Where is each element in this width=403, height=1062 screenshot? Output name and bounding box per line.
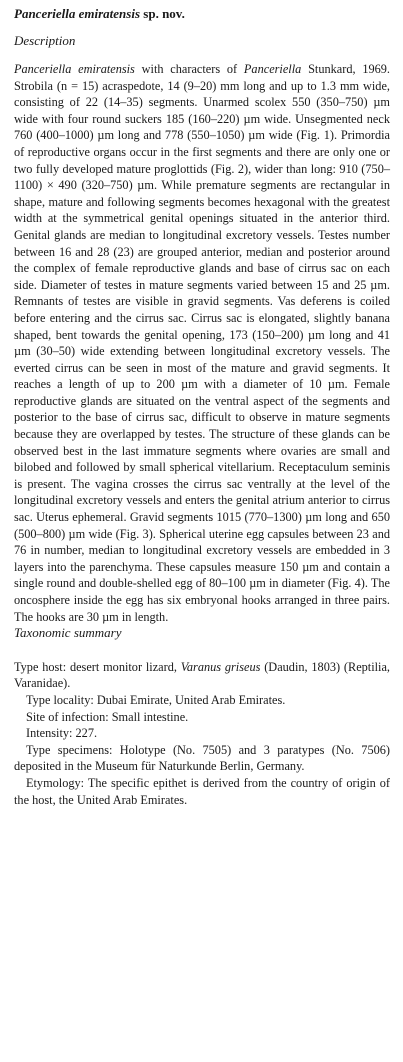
description-paragraph [14,61,390,625]
taxonomic-summary [14,659,390,808]
description-genus-italic: Panceriella emiratensis [14,62,135,76]
description-part1: with characters of [134,62,244,76]
type-specimens: Type specimens: Holotype (No. 7505) and 3 paratypes (No. 7506) deposited in the Museum für Naturkunde Berlin, Germany. [14,742,390,774]
description-body: Stunkard, 1969. Strobila (n = 15) acraspedote, 14 (9–20) mm long and up to 1.3 mm wide, consisting of 22 (14–35) segments. Unarmed scolex 550 (350–750) µm wide with four round suckers 185 (160–220) µm wide. Unsegmented neck 760 (400–1000) µm long and 778 (550–1050) µm wide (Fig. 1). Primordia of reproductive organs occur in the first segments and there are only one or two fully developed mature proglottids (Fig. 2), wider than long: 910 (750–1100) × 490 (320–750) µm. While premature segments are rectangular in shape, mature and following segments becomes hexagonal with the greatest width at the symmetrical genital openings situated in the anterior third. Genital glands are median to longitudinal excretory vessels. Testes number between 16 and 28 (23) are grouped anterior, median and posterior around the complex of female reproductive glands and base of cirrus sac on each side. Diameter of testes in mature segments varied between 15 and 25 µm. Remnants of testes are visible in gravid segments. Vas deferens is coiled before entering and the cirrus sac. Cirrus sac is elongated, slightly banana shaped, bent towards the genital opening, 173 (150–200) µm long and 41 µm (30–50) wide extending between longitudinal excretory vessels. The everted cirrus can be seen in most of the mature and gravid segments. It reaches a length of up to 200 µm with a diameter of 10 µm. Female reproductive glands are situated on the ventral aspect of the segments and posterior to the base of cirrus sac, difficult to observe in mature segments because they are overlapped by testes. The structure of these glands can be observed best in the last immature segments where ovaries are small and bilobed and followed by small spherical vitellarium. Receptaculum seminis is present. The vagina crosses the cirrus sac ventrally at the level of the longitudinal excretory vessels and enters the genital atrium anterior to cirrus sac. Uterus ephemeral. Gravid segments 1015 (770–1300) µm long and 650 (500–800) µm wide (Fig. 3). Spherical uterine egg capsules between 23 and 76 in number, median to longitudinal excretory vessels are embedded in 3 layers into the parenchyma. These capsules measure 150 µm and contain a single round and double-shelled egg of 80–100 µm in diameter (Fig. 4). The oncosphere inside the egg has six embryonal hooks arranged in three pairs. The hooks are 30 µm in length. [14,62,391,624]
title-suffix: sp. nov. [140,6,185,21]
species-name: Panceriella emiratensis [14,6,141,21]
type-host-species: Varanus griseus [180,659,261,674]
species-title [14,6,390,22]
description-genus2-italic: Panceriella [243,62,302,76]
site-of-infection: Site of infection: Small intestine. [26,709,189,724]
type-host-suffix: (Daudin, 1803) (Reptilia, Varanidae). [14,659,390,691]
description-heading: Description [14,33,76,48]
type-host-prefix: Type host: desert monitor lizard, [14,659,181,674]
etymology: Etymology: The specific epithet is derived from the country of origin of the host, the United Arab Emirates. [14,775,390,807]
taxonomic-summary-heading: Taxonomic summary [14,625,122,641]
intensity: Intensity: 227. [26,726,98,741]
type-host [14,659,390,692]
type-locality: Type locality: Dubai Emirate, United Arab Emirates. [26,692,286,707]
